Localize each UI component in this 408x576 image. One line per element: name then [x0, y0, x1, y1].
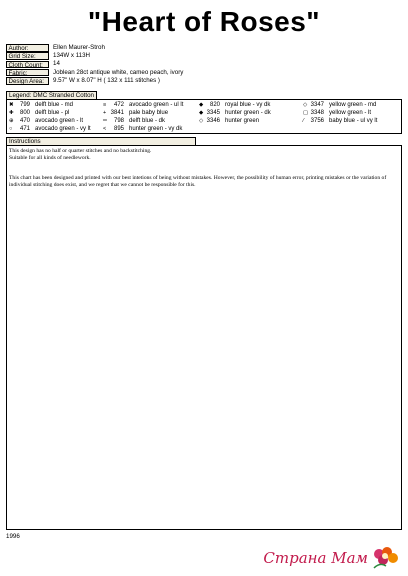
info-row: [6, 52, 306, 60]
info-row: [6, 60, 306, 68]
floss-code: 3346: [206, 118, 220, 124]
info-label: Design Area:: [6, 77, 49, 85]
flower-logo-icon: [370, 546, 400, 570]
floss-code: 895: [113, 126, 124, 132]
floss-name: avocado green - vy lt: [35, 126, 91, 132]
floss-name: hunter green - dk: [225, 110, 271, 116]
floss-name: royal blue - vy dk: [225, 102, 271, 108]
info-value: 134W x 113H: [53, 52, 91, 60]
watermark: [263, 546, 400, 570]
floss-code: 472: [113, 102, 124, 108]
instruction-line: This chart has been designed and printed with our best intetions of being without mistakes. However, the possibility of human error, printing mistakes or the variation of individual stitching does exist, and we regret that we cannot be responsible for this.: [9, 175, 387, 188]
instructions-box: [6, 145, 402, 530]
info-value: Joblean 28ct antique white, cameo peach, ivory: [53, 68, 184, 76]
floss-code: 798: [113, 118, 124, 124]
floss-name: yellow green - lt: [329, 110, 372, 116]
floss-code: 471: [19, 126, 30, 132]
stitch-symbol-icon: ○: [9, 126, 13, 132]
page-title: "Heart of Roses": [87, 6, 321, 37]
floss-code: 470: [19, 118, 30, 124]
floss-name: yellow green - md: [329, 102, 377, 108]
floss-code: 3345: [206, 110, 220, 116]
stitch-symbol-icon: ◇: [199, 118, 204, 124]
info-label: Author:: [6, 44, 49, 52]
stitch-symbol-icon: ▢: [303, 110, 309, 116]
stitch-symbol-icon: <: [103, 126, 107, 132]
stitch-symbol-icon: ◆: [199, 102, 204, 108]
floss-name: delft blue - pl: [35, 110, 70, 116]
stitch-symbol-icon: ⁄: [303, 118, 304, 124]
stitch-symbol-icon: +: [103, 110, 107, 116]
stitch-symbol-icon: ◇: [303, 102, 308, 108]
floss-name: hunter green - vy dk: [129, 126, 183, 132]
stitch-symbol-icon: ◆: [199, 110, 204, 116]
legend-title: Legend: DMC Stranded Cotton: [6, 91, 97, 100]
watermark-text: Страна Мам: [263, 549, 368, 567]
instructions-title: Instructions: [6, 137, 196, 145]
year-label: 1996: [6, 533, 20, 540]
floss-code: 799: [19, 102, 30, 108]
floss-code: 3756: [310, 118, 324, 124]
stitch-symbol-icon: ✚: [9, 110, 14, 116]
info-row: [6, 44, 306, 52]
instruction-line: Suitable for all kinds of needlework.: [9, 154, 91, 161]
stitch-symbol-icon: ≡: [103, 102, 107, 108]
instruction-line: [9, 162, 399, 169]
info-value: 9.57" W x 8.07" H ( 132 x 111 stitches ): [53, 76, 160, 84]
stitch-symbol-icon: ═: [103, 118, 107, 124]
floss-name: avocado green - lt: [35, 118, 84, 124]
info-row: [6, 69, 306, 77]
design-info: [6, 44, 306, 85]
floss-name: delft blue - dk: [129, 118, 166, 124]
floss-code: 3348: [310, 110, 324, 116]
info-value: 14: [53, 60, 60, 68]
instruction-line: This design has no half or quarter stitches and no backstitching.: [9, 148, 152, 154]
stitch-symbol-icon: ⊕: [9, 118, 14, 124]
info-label: Cloth Count:: [6, 61, 49, 69]
info-label: Grid Size:: [6, 52, 49, 60]
floss-code: 820: [209, 102, 220, 108]
floss-code: 3347: [310, 102, 324, 108]
stitch-symbol-icon: ✖: [9, 102, 14, 108]
floss-name: avocado green - ul lt: [129, 102, 184, 108]
info-value: Ellen Maurer-Stroh: [53, 44, 105, 51]
floss-name: hunter green: [225, 118, 260, 124]
floss-code: 800: [19, 110, 30, 116]
floss-name: pale baby blue: [129, 110, 169, 116]
floss-code: 3841: [110, 110, 124, 116]
floss-name: delft blue - md: [35, 102, 74, 108]
info-label: Fabric:: [6, 69, 49, 77]
floss-legend: [6, 99, 402, 134]
info-row: [6, 77, 306, 85]
floss-name: baby blue - ul vy lt: [329, 118, 378, 124]
